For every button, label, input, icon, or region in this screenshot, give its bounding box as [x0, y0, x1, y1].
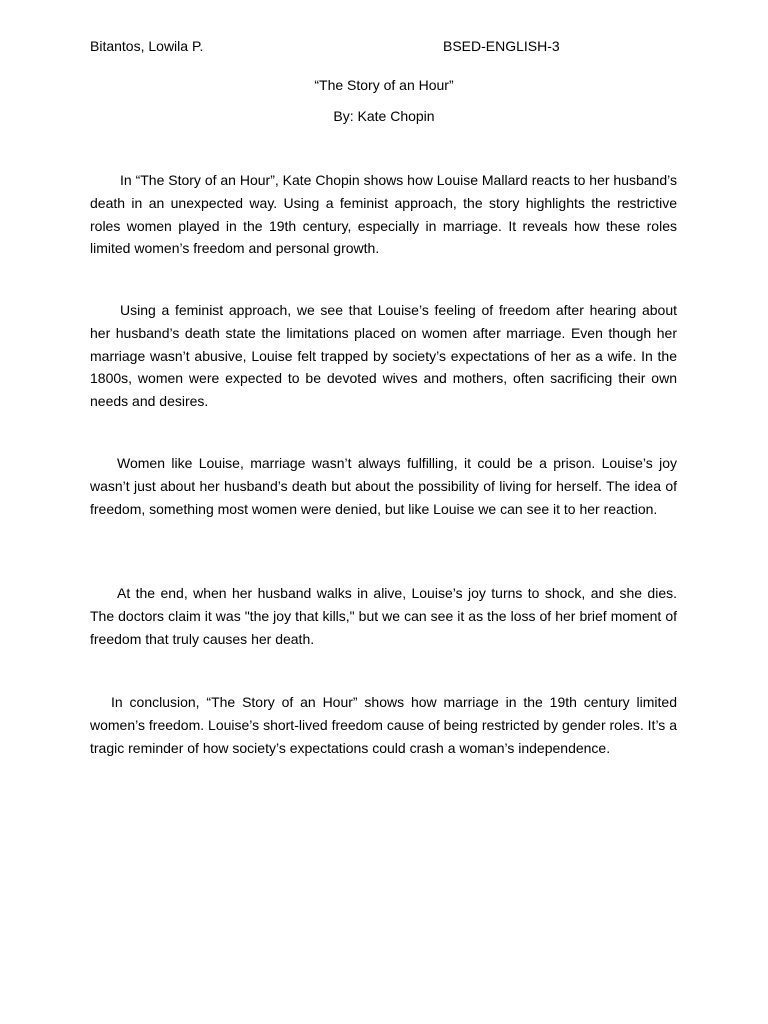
- paragraph-marriage-prison: Women like Louise, marriage wasn’t always fulfilling, it could be a prison. Louise’s joy wasn’t just about her husband’s death but about the possibility of living for herself. The idea of freedom, something most women were denied, but like Louise we can see it to her reaction.: [90, 455, 677, 517]
- author-name: Bitantos, Lowila P.: [90, 38, 204, 54]
- paragraph-feminist-approach: Using a feminist approach, we see that Louise’s feeling of freedom after hearing about her husband’s death state the limitations placed on women after marriage. Even though her marriage wasn’t abusive, Louise felt trapped by society’s expectations of her as a wife. In the 1800s, women were expected to be devoted wives and mothers, often sacrificing their own needs and desires.: [90, 302, 677, 410]
- paragraph-ending: At the end, when her husband walks in alive, Louise’s joy turns to shock, and she dies. The doctors claim it was "the joy that kills," but we can see it as the loss of her brief moment of freedom that truly causes her death.: [90, 585, 677, 647]
- paragraph-conclusion: In conclusion, “The Story of an Hour” shows how marriage in the 19th century limited women’s freedom. Louise’s short-lived freedom cause of being restricted by gender roles. It’s a tragic reminder of how society’s expectations could crash a woman’s independence.: [90, 694, 677, 756]
- paragraph-introduction: In “The Story of an Hour”, Kate Chopin shows how Louise Mallard reacts to her husband’s death in an unexpected way. Using a feminist approach, the story highlights the restrictive roles women played in the 19th century, especially in marriage. It reveals how these roles limited women’s freedom and personal growth.: [90, 172, 677, 257]
- course-label: BSED-ENGLISH-3: [443, 38, 560, 54]
- document-title: “The Story of an Hour”: [314, 77, 454, 93]
- document-byline: By: Kate Chopin: [333, 108, 435, 124]
